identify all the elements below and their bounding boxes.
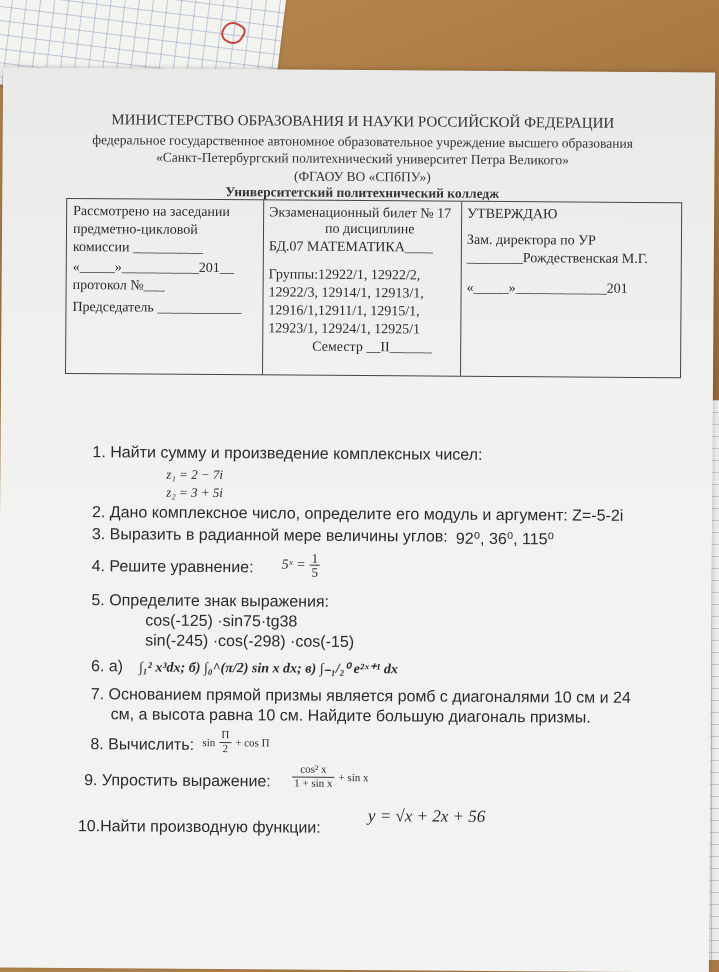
mid-l4: Группы:12922/1, 12922/2,: [268, 267, 421, 284]
table-col-left: [66, 199, 264, 374]
right-l3: ________Рождественская М.Г.: [466, 250, 648, 268]
mid-l7: 12923/1, 12924/1, 12925/1: [268, 321, 421, 338]
question-7-line-1: 7. Основанием прямой призмы является ромб с диагоналями 10 см и 24: [90, 686, 631, 707]
table-col-right: [460, 202, 681, 378]
mid-l1: Экзаменационный билет № 17: [269, 205, 452, 222]
question-6-label: 6. а): [90, 658, 124, 676]
question-5-b: sin(-245) ·cos(-298) ·cos(-15): [145, 632, 355, 651]
question-2: 2. Дано комплексное число, определите его модуль и аргумент: Z=-5-2i: [91, 504, 624, 525]
q4-numerator: 1: [311, 550, 319, 566]
question-4-equation: [282, 551, 321, 578]
q4-denominator: 5: [311, 564, 319, 580]
approval-table: [65, 198, 682, 378]
left-l3: комиссии __________: [72, 240, 204, 256]
q4-fraction: [309, 552, 320, 579]
q9-tail: + sin x: [338, 772, 369, 785]
college-name: Университетский политехнический колледж: [225, 184, 500, 201]
question-4: 4. Решите уравнение:: [91, 558, 254, 577]
left-l5: протокол №___: [72, 278, 165, 294]
left-l1: Рассмотрено на заседании: [73, 204, 230, 221]
q8-sin: sin: [202, 737, 216, 750]
right-l1: УТВЕРЖДАЮ: [467, 206, 558, 223]
q9-denominator: 1 + sin x: [294, 777, 333, 790]
left-l2: предметно-цикловой: [72, 222, 198, 238]
q9-fraction: [292, 764, 334, 791]
mid-l2: по дисциплине: [324, 221, 415, 238]
question-9: 9. Упростить выражение:: [84, 772, 271, 791]
question-8: 8. Вычислить:: [90, 736, 195, 754]
q8-denominator: 2: [222, 743, 229, 756]
q8-numerator: П: [219, 729, 231, 743]
left-l4: «_____»___________201__: [72, 260, 234, 277]
q8-tail: + cos П: [235, 737, 270, 750]
question-3-values: 92⁰, 36⁰, 115⁰: [455, 530, 555, 549]
mid-l3: БД.07 МАТЕМАТИКА____: [268, 239, 433, 256]
question-10: 10.Найти производную функции:: [77, 818, 321, 837]
question-8-expression: [202, 729, 269, 756]
question-6-integrals: ∫₁² x³dx; б) ∫₀^(π/2) sin x dx; в) ∫₋₁/₂⁰ e²ˣ⁺¹ dx: [138, 660, 398, 678]
right-l2: Зам. директора по УР: [466, 232, 596, 249]
question-3: 3. Выразить в радианной мере величины углов:: [91, 526, 448, 546]
question-1-z2: z₂ = 3 + 5i: [166, 484, 223, 501]
table-col-middle: [262, 200, 462, 375]
left-l6: Председатель ____________: [72, 300, 242, 317]
question-10-function: y = √x + 2x + 56: [367, 806, 486, 826]
q9-numerator: cos² x: [292, 764, 334, 778]
ministry-title: МИНИСТЕРСТВО ОБРАЗОВАНИЯ И НАУКИ РОССИЙСКОЙ ФЕДЕРАЦИИ: [111, 112, 615, 132]
question-1: 1. Найти сумму и произведение комплексных чисел:: [92, 444, 483, 464]
exam-ticket-sheet: [0, 68, 715, 972]
institution-line-2: «Санкт-Петербургский политехнический университет Петра Великого»: [156, 149, 570, 168]
q4-lhs: 5ˣ =: [281, 557, 306, 573]
mid-l8: Семестр __II______: [312, 339, 432, 356]
mid-l5: 12922/3, 12914/1, 12913/1,: [268, 285, 424, 302]
q8-fraction: [219, 729, 231, 756]
question-7-line-2: см, а высота равна 10 см. Найдите большую диагональ призмы.: [110, 706, 591, 727]
question-5-a: cos(-125) ·sin75·tg38: [145, 612, 298, 631]
question-9-expression: [292, 764, 369, 792]
question-5: 5. Определите знак выражения:: [91, 592, 330, 611]
institution-line-1: федеральное государственное автономное образовательное учреждение высшего образования: [92, 132, 634, 151]
mid-l6: 12916/1,12911/1, 12915/1,: [268, 303, 420, 320]
right-l4: «_____»_____________201: [466, 280, 628, 297]
institution-abbr: (ФГАОУ ВО «СПбПУ»): [293, 168, 431, 185]
question-1-z1: z₁ = 2 − 7i: [166, 466, 224, 483]
